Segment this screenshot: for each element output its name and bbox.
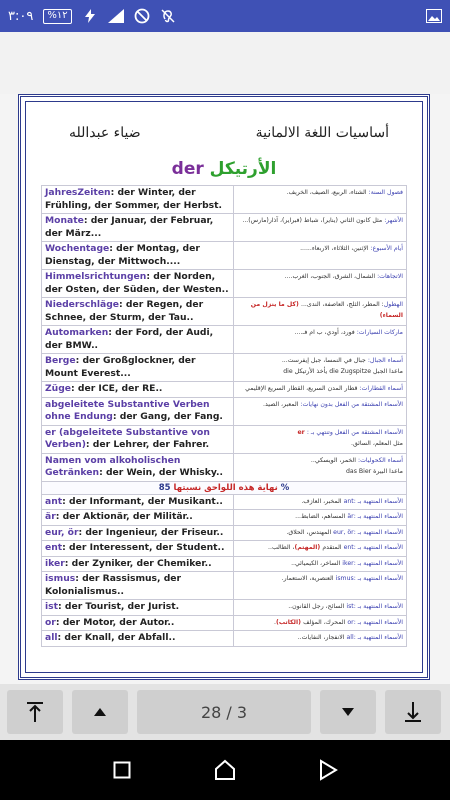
previous-page-button[interactable]	[72, 690, 128, 734]
german-cell	[42, 631, 234, 647]
hearing-off-icon	[160, 8, 176, 24]
arabic-category: أسماء الجبال:	[367, 357, 403, 364]
german-category: er	[45, 426, 56, 438]
arabic-cell	[234, 397, 407, 425]
arabic-category: الأسماء المنتهية بـ :ent	[343, 544, 403, 551]
german-category: Himmelsrichtungen	[45, 271, 147, 282]
german-cell	[42, 186, 234, 214]
charging-icon	[82, 8, 98, 24]
german-category: all	[45, 632, 58, 643]
german-examples: : der Wein, der Whisky..	[99, 467, 223, 478]
table-row	[42, 270, 407, 298]
table-row	[42, 510, 407, 526]
arabic-examples: الخمر، الويسكي..	[310, 456, 358, 464]
arabic-category: الأشهر:	[384, 217, 403, 224]
table-row	[42, 382, 407, 398]
table-row	[42, 425, 407, 453]
german-category-note: (abgeleitete Substantive von Verben)	[45, 426, 210, 450]
german-cell	[42, 326, 234, 354]
title-arabic: الأرتيكل	[209, 159, 277, 179]
do-not-disturb-icon	[134, 8, 150, 24]
arabic-exception: ماعدا البيرة das Bier	[345, 467, 403, 475]
arabic-cell	[234, 453, 407, 481]
arabic-cell	[234, 525, 407, 541]
arabic-category: أسماء القطارات:	[359, 385, 403, 392]
page-indicator[interactable]: 28 / 3	[137, 690, 311, 734]
arabic-examples: الانفجار، النفايات..	[297, 634, 347, 641]
german-examples: : der Motor, der Autor..	[55, 616, 175, 628]
german-category: ent	[45, 542, 63, 553]
arabic-tail: .	[274, 618, 277, 626]
note-text: نهاية هذه اللواحق نسبتها	[173, 482, 278, 493]
table-row	[42, 494, 407, 510]
arabic-cell	[234, 541, 407, 557]
german-examples: : der Ingenieur, der Friseur..	[78, 526, 224, 538]
arabic-highlight: (المهتم)	[294, 544, 323, 551]
table-row	[42, 600, 407, 616]
german-cell	[42, 541, 234, 557]
german-category: ismus	[45, 573, 76, 584]
german-cell	[42, 556, 234, 572]
german-cell	[42, 453, 234, 481]
german-cell	[42, 354, 234, 382]
status-bar	[0, 0, 450, 32]
arabic-cell	[234, 326, 407, 354]
status-time: ٣:٠٩	[8, 8, 34, 24]
arabic-examples: قطار المدن السريع، القطار السريع الإقليمي	[245, 385, 360, 392]
status-left	[8, 8, 176, 24]
arabic-cell	[234, 631, 407, 647]
doc-author: ضياء عبدالله	[69, 125, 141, 141]
arabic-cell	[234, 354, 407, 382]
arabic-cell	[234, 298, 407, 326]
german-category: eur, ör	[45, 526, 79, 538]
arabic-category: أيام الأسبوع:	[370, 245, 403, 252]
arabic-examples: المخبر، العازف.	[301, 497, 344, 505]
german-category: Berge	[45, 355, 76, 366]
german-examples: : der Lehrer, der Fahrer.	[85, 439, 210, 450]
arabic-examples: الشتاء، الربيع، الصيف، الخريف.	[286, 189, 369, 196]
arabic-cell	[234, 556, 407, 572]
image-notification-icon	[426, 8, 442, 24]
arabic-cell	[234, 270, 407, 298]
german-examples: : der Januar, der Februar, der März...	[45, 215, 214, 239]
table-row	[42, 541, 407, 557]
arabic-category: الأسماء المنتهية بـ :or	[347, 618, 403, 626]
arabic-cell	[234, 615, 407, 631]
german-cell	[42, 615, 234, 631]
arabic-tail: ، الطالب..	[268, 544, 295, 551]
german-cell	[42, 242, 234, 270]
doc-subject: أساسيات اللغة الالمانية	[255, 125, 389, 141]
arabic-cell	[234, 382, 407, 398]
arabic-exception: مثل المعلم، السائق.	[351, 439, 403, 447]
document-viewer[interactable]	[0, 94, 450, 684]
arabic-category: الأسماء المنتهية بـ :ist	[346, 603, 403, 610]
german-category: Niederschläge	[45, 299, 120, 310]
arrow-up-icon	[93, 707, 107, 717]
arabic-category: الأسماء المنتهية بـ :ant	[343, 497, 403, 505]
arabic-highlight: (كل ما ينزل من السماء)	[250, 301, 403, 319]
back-button[interactable]	[308, 750, 348, 790]
table-row	[42, 615, 407, 631]
document-header	[21, 125, 427, 141]
german-examples: : der Tourist, der Jurist.	[58, 601, 180, 612]
pdf-page	[18, 94, 430, 680]
german-examples: : der Montag, der Dienstag, der Mittwoch....	[45, 243, 200, 267]
table-row	[42, 631, 407, 647]
arabic-category: الاتجاهات:	[377, 273, 403, 280]
german-cell	[42, 510, 234, 526]
german-category: är	[45, 511, 56, 522]
arabic-cell	[234, 214, 407, 242]
last-page-button[interactable]	[385, 690, 441, 734]
vocabulary-table	[41, 185, 407, 647]
german-category: Automarken	[45, 327, 109, 338]
table-row	[42, 242, 407, 270]
german-category: Züge	[45, 383, 72, 394]
home-button[interactable]	[205, 750, 245, 790]
page-title	[21, 159, 427, 179]
recents-button[interactable]	[102, 750, 142, 790]
arabic-cell	[234, 510, 407, 526]
arabic-examples: المتقدم	[322, 544, 344, 551]
viewer-top-margin	[0, 32, 450, 94]
arabic-cell	[234, 186, 407, 214]
german-category: Wochentage	[45, 243, 110, 254]
jump-to-bottom-icon	[402, 701, 424, 723]
german-cell	[42, 298, 234, 326]
arabic-category: الأسماء المنتهية بـ :all	[346, 634, 403, 641]
arabic-category: الأسماء المشتقة من الفعل بدون نهايات:	[300, 400, 403, 408]
german-cell	[42, 382, 234, 398]
german-category: or	[45, 616, 56, 628]
german-cell	[42, 494, 234, 510]
battery-indicator: %١٢	[43, 9, 71, 24]
first-page-button[interactable]	[7, 690, 63, 734]
arabic-highlight: er	[297, 428, 307, 436]
arabic-cell	[234, 572, 407, 600]
arabic-examples: فورد، أودي، ب ام فـ....	[294, 329, 357, 336]
percentage-note	[42, 481, 407, 494]
system-navigation-bar	[0, 740, 450, 800]
arabic-highlight: (الكاتب)	[276, 618, 304, 626]
arabic-category: الأسماء المنتهية بـ :ismus	[335, 575, 403, 582]
arabic-category: أسماء الكحوليات:	[357, 456, 403, 464]
table-row	[42, 397, 407, 425]
german-cell	[42, 572, 234, 600]
table-row	[42, 453, 407, 481]
arabic-category: الأسماء المنتهية بـ :eur, ör	[333, 528, 403, 536]
arabic-examples: العنصرية، الاستعمار.	[281, 575, 336, 582]
arabic-examples: المهندس، الحلاق.	[286, 528, 334, 536]
german-examples: : der Norden, der Osten, der Süden, der Westen..	[45, 271, 229, 295]
german-cell	[42, 270, 234, 298]
status-right	[426, 8, 442, 24]
arabic-examples: المعبر، الصيد.	[263, 400, 301, 408]
german-examples: : der Regen, der Schnee, der Sturm, der Tau..	[45, 299, 204, 323]
german-examples: : der ICE, der RE..	[71, 383, 163, 394]
arabic-category: الأسماء المنتهية بـ :iker	[342, 559, 403, 567]
german-category: JahresZeiten	[45, 187, 111, 198]
german-examples: : der Ford, der Audi, der BMW..	[45, 327, 214, 351]
arabic-examples: الإثنين، الثلاثاء، الاربعاء......	[300, 245, 371, 252]
german-examples: : der Interessent, der Student..	[62, 542, 225, 553]
arabic-examples: الساخر، الكيميائي..	[291, 559, 343, 567]
arabic-examples: مثل كانون الثاني (يناير)، شباط (فبراير)، آذار(مارس)...	[242, 217, 385, 224]
home-icon	[214, 759, 236, 781]
square-icon	[113, 761, 131, 779]
german-examples: : der Großglockner, der Mount Everest...	[45, 355, 196, 379]
german-examples: : der Winter, der Frühling, der Sommer, der Herbst.	[45, 187, 223, 211]
german-cell	[42, 525, 234, 541]
german-category: ist	[45, 601, 59, 612]
arabic-examples: الشمال، الشرق، الجنوب، الغرب....	[284, 273, 378, 280]
next-page-button[interactable]	[320, 690, 376, 734]
german-cell	[42, 214, 234, 242]
german-examples: : der Rassismus, der Kolonialismus..	[45, 573, 182, 597]
arabic-cell	[234, 242, 407, 270]
arabic-category: الأسماء المشتقة من الفعل وتنتهي بـ :	[306, 428, 403, 436]
arabic-examples: : المطر، الثلج، العاصفة، الندى...	[300, 301, 384, 308]
viewer-controls	[0, 684, 450, 740]
back-triangle-icon	[318, 759, 338, 781]
table-row	[42, 354, 407, 382]
note-percentage: 85 %	[158, 482, 290, 493]
arabic-examples: المساهم، الضابط...	[295, 513, 348, 520]
arrow-down-icon	[341, 707, 355, 717]
arabic-category: الأسماء المنتهية بـ :är	[347, 513, 403, 520]
table-row	[42, 572, 407, 600]
table-row	[42, 556, 407, 572]
table-row	[42, 525, 407, 541]
german-examples: : der Gang, der Fang.	[112, 411, 223, 422]
table-row	[42, 326, 407, 354]
arabic-category: ماركات السيارات:	[356, 329, 403, 336]
arabic-cell	[234, 494, 407, 510]
german-cell	[42, 425, 234, 453]
german-category: ant	[45, 495, 63, 507]
table-row	[42, 214, 407, 242]
table-row	[42, 481, 407, 494]
jump-to-top-icon	[24, 701, 46, 723]
german-category: iker	[45, 557, 65, 569]
arabic-cell	[234, 425, 407, 453]
title-article: der	[171, 159, 204, 179]
german-cell	[42, 397, 234, 425]
german-category: Namen vom alkoholischen Getränken	[45, 454, 181, 478]
arabic-examples: المحرك، المؤلف	[303, 618, 348, 626]
arabic-exception: ماعدا الجبل die Zugspitze يأخذ الأرتيكل die	[283, 368, 403, 375]
german-examples: : der Aktionär, der Militär..	[55, 511, 193, 522]
german-examples: : der Zyniker, der Chemiker..	[64, 557, 212, 569]
german-examples: : der Knall, der Abfall..	[57, 632, 176, 643]
signal-icon	[108, 8, 124, 24]
arabic-cell	[234, 600, 407, 616]
arabic-category: فصول السنة:	[368, 189, 403, 196]
german-category: Monate	[45, 215, 84, 226]
arabic-examples: جبال في النمسا، جبل إيفرست...	[281, 357, 368, 364]
arabic-examples: السائح، رجل القانون..	[288, 603, 347, 610]
arabic-category: الهطول	[383, 301, 403, 308]
german-category: abgeleitete Substantive Verben ohne Endung	[45, 398, 210, 422]
german-examples: : der Informant, der Musikant..	[62, 495, 223, 507]
german-cell	[42, 600, 234, 616]
table-row	[42, 186, 407, 214]
table-row	[42, 298, 407, 326]
